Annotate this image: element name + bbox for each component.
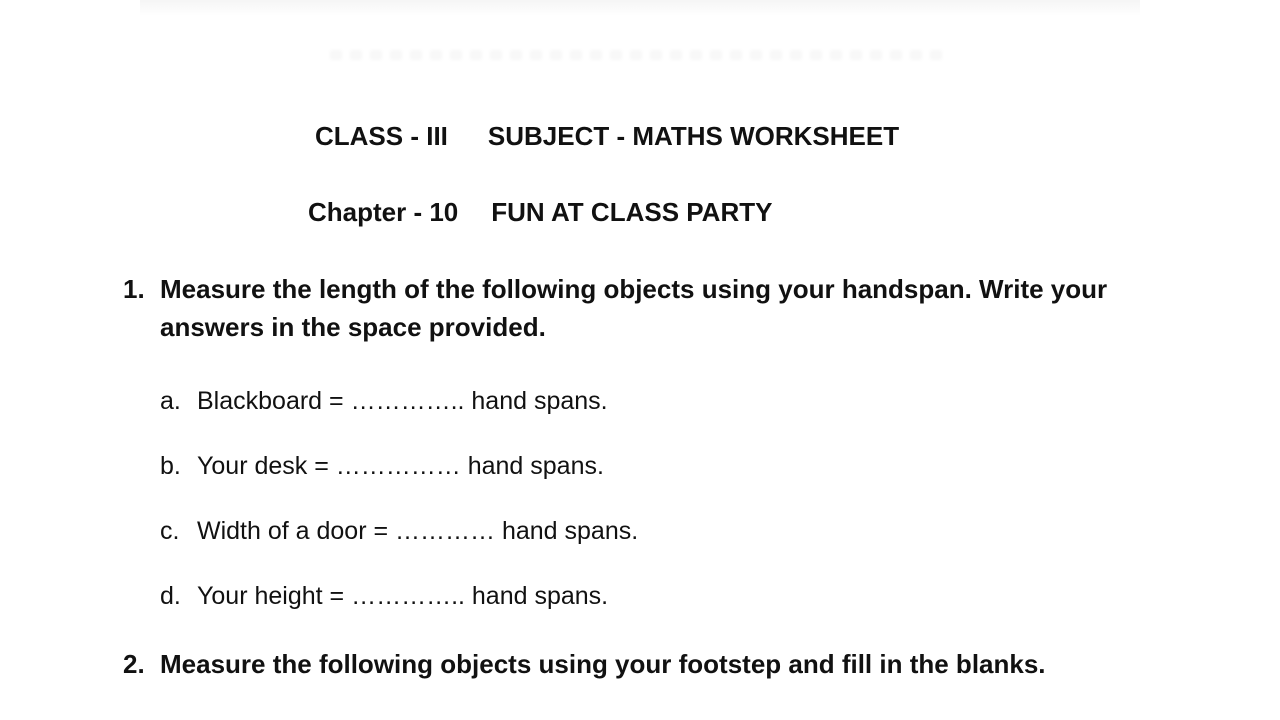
- item-letter: a.: [160, 387, 181, 415]
- question-number: 2.: [123, 649, 145, 679]
- question-number: 1.: [123, 274, 145, 304]
- faded-scan-text: [330, 50, 945, 60]
- subject-label: SUBJECT - MATHS WORKSHEET: [487, 121, 900, 151]
- class-subject-heading: [315, 121, 899, 152]
- list-item: [160, 517, 638, 546]
- item-text: Width of a door = ………… hand spans.: [197, 517, 639, 545]
- chapter-number: Chapter - 10: [308, 197, 459, 227]
- class-label: CLASS - III: [315, 121, 448, 151]
- item-text: Blackboard = ………….. hand spans.: [197, 387, 608, 415]
- chapter-title: FUN AT CLASS PARTY: [491, 197, 773, 227]
- item-text: Your desk = …………… hand spans.: [197, 452, 604, 480]
- item-letter: b.: [160, 452, 181, 480]
- question-text: Measure the length of the following objects using your handspan. Write your answers in the space provided.: [160, 274, 1108, 342]
- chapter-heading: [308, 197, 772, 228]
- item-letter: c.: [160, 517, 180, 545]
- scan-shadow: [140, 0, 1140, 16]
- list-item: [160, 452, 604, 481]
- item-letter: d.: [160, 582, 181, 610]
- list-item: [160, 582, 608, 611]
- item-text: Your height = ………….. hand spans.: [197, 582, 609, 610]
- question-text: Measure the following objects using your footstep and fill in the blanks.: [160, 649, 1046, 679]
- list-item: [160, 387, 608, 416]
